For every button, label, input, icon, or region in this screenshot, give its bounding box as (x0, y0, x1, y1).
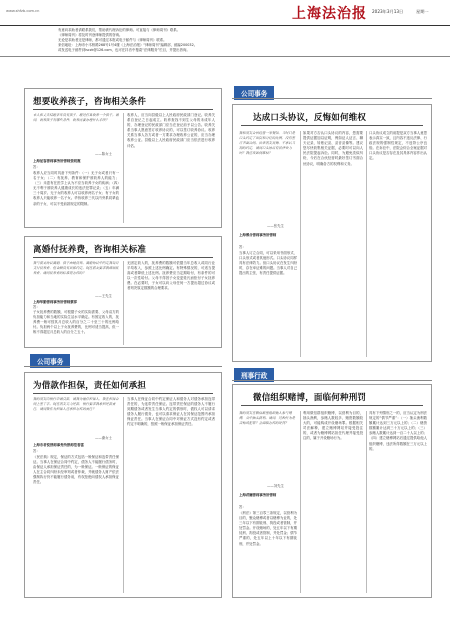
masthead-rule (0, 25, 450, 26)
masthead (0, 0, 450, 26)
newspaper-logo: 上海法治报 (292, 6, 367, 22)
answer-text-col1: 《刑法》第三百零三条规定，以营利为目的，聚众赌博或者以赌博为业的，处三年以下有期徒刑、拘役或者管制，并处罚金。开设赌场的，处五年以下有期徒刑、拘役或者管制，并处罚金；情节严重的，处五年以上十年以下有期徒刑，并处罚金。 (239, 511, 297, 546)
section-rule (232, 98, 432, 99)
section-tag-company-affairs-right: 公司事务 (234, 86, 274, 100)
article-wechat-gambling (232, 384, 432, 598)
answer-label: 答： (33, 305, 40, 309)
answer-text-col3: 具有下列情形之一的，应当认定为刑法规定的“情节严重”：（一）抽头渔利数额累计达到三万元以上的；（二）赌资数额累计达到三十万元以上的；（三）参赌人数累计达到一百二十人以上的；（四）建立赌博网站后通过提供给他人组织赌博，违法所得数额在三万元以上的。 (369, 411, 427, 451)
answer-label: 答： (33, 165, 40, 169)
article-title: 微信组织赌博，面临何种刑罚 (253, 393, 367, 403)
notice-line: 无论是求助者还是律师，都可通过本报或电子邮件与《律师周刊》联系。 (58, 38, 167, 42)
article-loan-guarantee (24, 372, 222, 598)
column-divider (300, 411, 301, 593)
notice-line: 有意向求助者请联系我们，帮助被代理诉讼的律师。可直接与《律师周刊》联系。 (58, 28, 181, 32)
column-divider (366, 411, 367, 593)
answer-text-col2: 收养人，应当向县级以上人民政府民政部门登记。收养关系自登记之日起成立。收养查找不到生父母的未成年人的，办理登记的民政部门应当在登记前予以公告。收养关系当事人愿意签订收养协议的，可以签订收养协议。收养关系当事人各方或者一方要求办理收养公证的，应当办理收养公证。县级以上人民政府民政部门应当依法进行收养评估。 (127, 113, 215, 148)
article-question: 我的朋友在微信群里组织他人参与赌博，从中抽头获利。请问，这种行为是否构成犯罪？会面临怎样的处罚？ (239, 411, 296, 425)
column-divider (300, 131, 301, 357)
answer-text-col1: 当事人订立合同，可以采用书面形式、口头形式或者其他形式。口头协议同样具有法律效力。但口头协议在发生纠纷时，存在举证难的问题。当事人对自己提出的主张，有责任提供证据。 (239, 251, 297, 276)
column-divider (123, 397, 124, 593)
answer-text-col1: 子女抚养费的数额，可根据子女的实际需要、父母双方的负担能力和当地的实际生活水平确定。有固定收入的，抚养费一般可按其月总收入的百分之二十至三十的比例给付。负担两个以上子女抚养费的，比例可适当提高，但一般不得超过月总收入的百分之五十。 (33, 310, 119, 335)
article-verbal-agreement (232, 104, 432, 362)
answer-law-firm: 上海市君悦律师事务所律师范春雷 (33, 443, 84, 447)
title-rule (33, 109, 213, 110)
article-question: 我与前妻协议离婚，孩子由她抚养。离婚协议中约定我每月支付抚养费，但金额没有具体约定。现在前妻要求我增加抚养费，请问抚养费的标准是怎样的？ (33, 261, 119, 275)
article-question: 我的朋友向银行申请贷款，请我为他作担保人，我在担保合同上签了字。现在朋友无力还款，银行要求我承担还款责任，请问我作为担保人应承担怎样的责任？ (33, 397, 119, 411)
answer-label: 答： (239, 505, 246, 509)
article-adopt-child (24, 88, 222, 228)
notice-rule (0, 56, 450, 57)
answer-law-firm: 上海君澜律师事务所律师 (239, 493, 277, 497)
answer-text-col1: 收养人应当同时具备下列条件：（一）无子女或者只有一名子女；（二）有抚养、教育和保护被收养人的能力；（三）未患有在医学上认为不应当收养子女的疾病；（四）无不利于被收养人健康成长的违法犯罪记录；（五）年满三十周岁。无子女的收养人可以收养两名子女；有子女的收养人只能收养一名子女。华侨收养三代以内旁系同辈血亲的子女，可以不受前款规定的限制。 (33, 171, 119, 206)
section-tag-criminal-administrative: 刑事行政 (234, 368, 274, 382)
answer-text-col2: 如果对方否认口头协议的内容，您需要提供证据加以证明，例如证人证言、聊天记录、转账记录、录音录像等。建议您尽快收集相关证据，必要时可以向人民法院提起诉讼。同时，为避免类似纠纷，今后在合伙经营时最好签订书面合伙协议，明确各方的权利和义务。 (303, 131, 363, 166)
notice-line: 《律师周刊》将及时刊登律师提供的咨询。 (58, 33, 123, 37)
answer-text-col2: 利用微信群组织赌博，以营利为目的，抽头渔利，参赌人数较多、赌资数额较大的，可能构成开设赌场罪。根据相关司法解释，建立赌博网站并接受投注的，或者为赌博网站担任代理并接受投注的，属于开设赌场行为。 (303, 411, 363, 441)
answer-label: 答： (239, 245, 246, 249)
article-child-support (24, 236, 222, 348)
question-signature: ——王先生 (95, 294, 112, 298)
section-rule (24, 366, 222, 367)
article-title: 想要收养孩子，咨询相关条件 (33, 97, 147, 107)
issue-date: 2023年3月13日 (372, 9, 404, 14)
article-question: 我和朋友合伙经营一家餐馆，当时只是口头约定了出资和分红的比例，没有签订书面合同。后来朋友反悔，不承认当初的约定，请问口头协议有法律效力吗？我应该如何维权？ (239, 131, 296, 155)
answer-law-firm: 上海博合律师事务所律师 (239, 233, 277, 237)
column-divider (366, 131, 367, 357)
website-label: www.shfzb.com.cn (6, 9, 40, 13)
question-signature: ——陈女士 (95, 152, 112, 156)
column-divider (123, 113, 124, 223)
answer-label: 答： (33, 449, 40, 453)
question-signature: ——刘先生 (267, 484, 284, 488)
article-question: 本人和丈夫结婚多年没有孩子，最近打算收养一个孩子。请问，收养孩子有哪些条件，收养需要办理什么手续？ (33, 113, 119, 122)
notice-line: 来信地址：上海市小木桥路268号1号4楼《上海法治报》“律师周刊”编辑部，邮编200032。 (58, 43, 198, 47)
answer-law-firm: 上海星客律师事务所律师张明霞 (33, 159, 81, 163)
section-tag-company-affairs: 公司事务 (30, 354, 70, 368)
answer-text-col3: 口头协议成立的前提是双方当事人意思表示真实一致，且内容不违反法律、行政法规的强制性规定，不违背公序良俗。在诉讼中，法院会综合全案证据对口头协议是否存在及其具体内容作出认定。 (369, 131, 427, 161)
title-rule (33, 393, 213, 394)
section-rule (232, 380, 432, 381)
issue-weekday: 星期一 (416, 9, 429, 14)
article-title: 为借款作担保，责任如何承担 (33, 381, 147, 391)
article-title: 达成口头协议，反悔如何维权 (253, 113, 367, 123)
answer-text-col2: 无固定收入的，抚养费的数额可依据当年总收入或同行业平均收入，参照上述比例确定。有特殊情况的，可适当提高或者降低上述比例。抚养费应当定期给付，有条件的可以一次性给付。父母不得因子女变更姓氏而拒付子女抚养费。在必要时，子女可以向父母任何一方提出超过协议或者判决原定数额的合理要求。 (127, 261, 215, 291)
answer-law-firm: 上海华勤律师事务所律师蔡萍 (33, 300, 78, 304)
answer-text-col1: 《民法典》规定，保证的方式包括一般保证和连带责任保证。当事人在保证合同中约定，债务人不能履行债务时，由保证人承担保证责任的，为一般保证。一般保证的保证人在主合同纠纷未经审判或者仲裁，并就债务人财产依法强制执行仍不能履行债务前，有权拒绝向债权人承担保证责任。 (33, 455, 119, 485)
notice-block (58, 28, 418, 53)
notice-line: 或发送电子邮件到lsczk@126.com，也可在抖音中搜索“法律服务”栏目，并提出咨询。 (58, 48, 190, 52)
article-title: 离婚付抚养费，咨询相关标准 (33, 245, 147, 255)
answer-text-col2: 当事人在保证合同中约定保证人和债务人对债务承担连带责任的，为连带责任保证。连带责任保证的债务人不履行到期债务或者发生当事人约定的情形时，债权人可以请求债务人履行债务，也可以请求保证人在其保证范围内承担保证责任。当事人在保证合同中对保证方式没有约定或者约定不明确的，按照一般保证承担保证责任。 (127, 397, 215, 427)
title-rule (33, 257, 213, 258)
question-signature: ——谢女士 (95, 436, 112, 440)
question-signature: ——张先生 (267, 224, 284, 228)
column-divider (123, 261, 124, 345)
title-rule (241, 405, 423, 406)
title-rule (241, 125, 423, 126)
